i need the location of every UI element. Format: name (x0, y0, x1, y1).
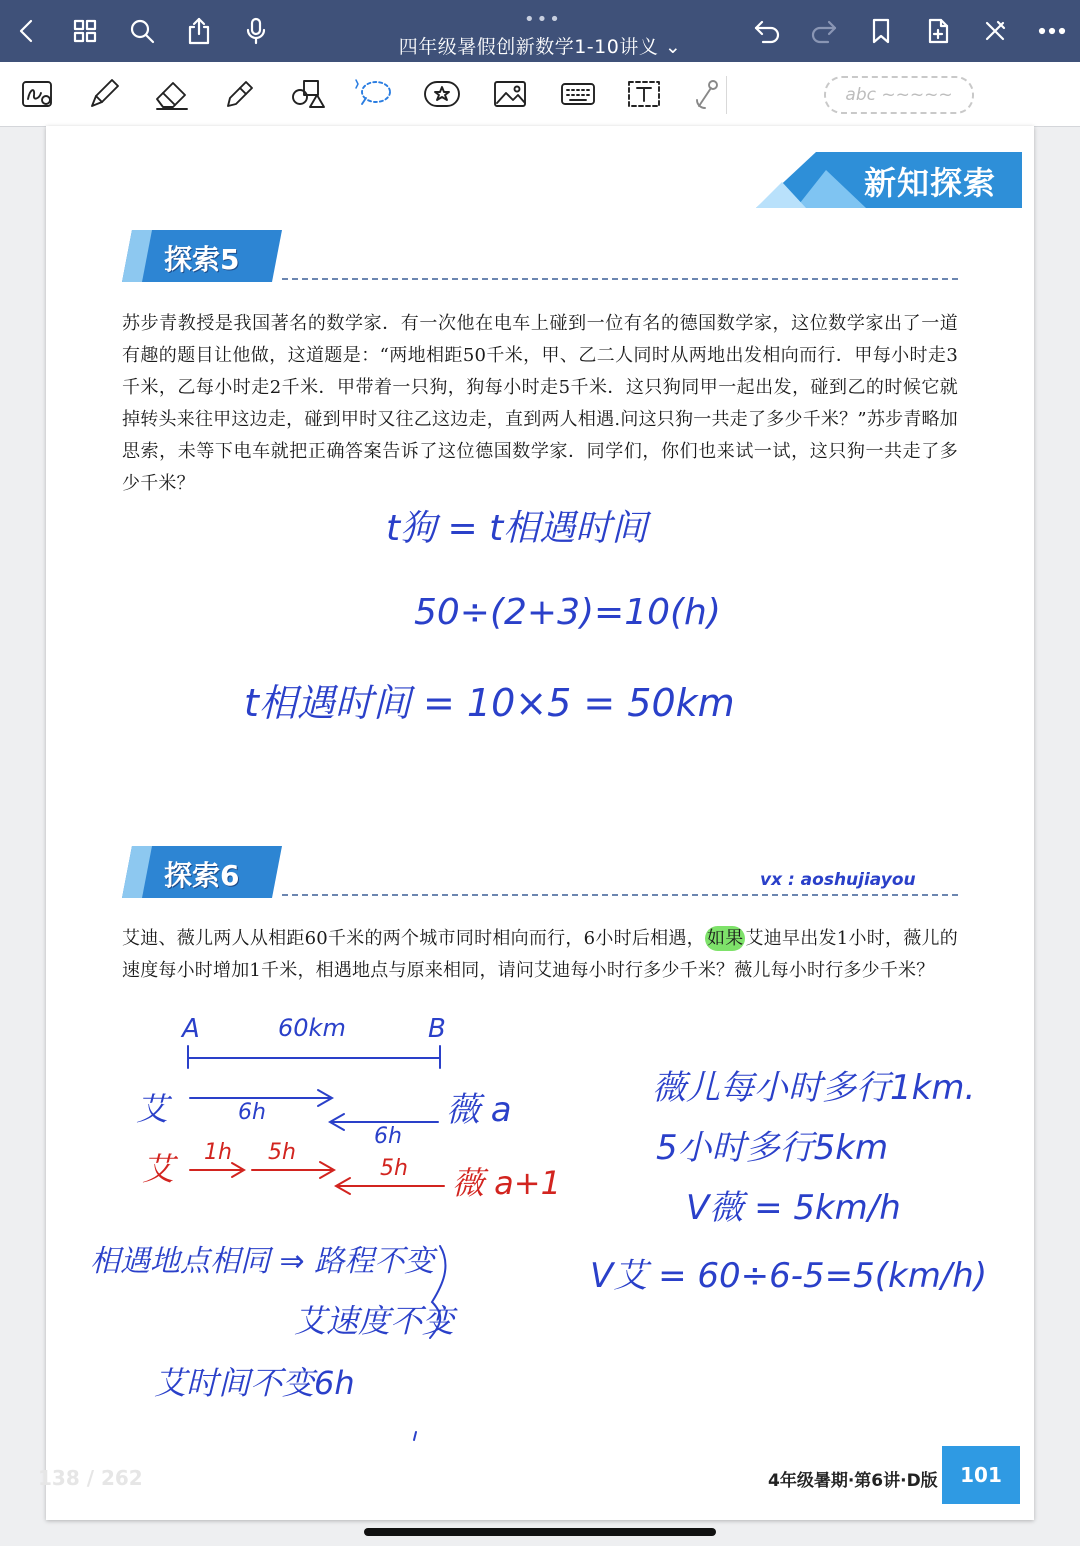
page-counter: 138 / 262 (38, 1466, 143, 1490)
handwriting-recognition-box[interactable]: abc ~~~~~ (824, 76, 974, 114)
section5-text: 苏步青教授是我国著名的数学家．有一次他在电车上碰到一位有名的德国数学家，这位数学家出了一道有趣的题目让他做，这道题是：“两地相距50千米，甲、乙二人同时从两地出发相向而行．甲每小时走3千米，乙每小时走2千米．甲带着一只狗，狗每小时走5千米．这只狗同甲一起出发，碰到乙的时候它就掉转头来往甲这边走，碰到甲时又往乙这边走，直到两人相遇.问这只狗一共走了多少千米？”苏步青略加思索，未等下电车就把正确答案告诉了这位德国数学家．同学们，你们也来试一试，这只狗一共走了多少千米？ (122, 313, 958, 494)
handwriting-line: 50÷(2+3)=10(h) (414, 592, 721, 633)
keyboard-icon[interactable] (558, 74, 598, 114)
top-navigation-bar (0, 0, 1080, 62)
handwritten-diagram-lines (46, 126, 1034, 1520)
diagram-label: 薇 a (446, 1090, 512, 1130)
home-indicator[interactable] (364, 1528, 716, 1536)
handwriting-note: 艾时间不变6h (154, 1364, 355, 1402)
more-icon[interactable] (1035, 14, 1069, 48)
shapes-icon[interactable] (288, 74, 328, 114)
handwriting-note: 相遇地点相同 ⇒ 路程不变 (90, 1244, 435, 1279)
sticker-icon[interactable] (422, 74, 462, 114)
handwriting-line: t相遇时间 = 10×5 = 50km (244, 681, 735, 725)
document-title[interactable]: 四年级暑假创新数学1-10讲义 ⌄ (398, 36, 682, 58)
diagram-label: 1h (204, 1140, 232, 1165)
watermark-handwriting: vx : aoshujiayou (760, 870, 916, 890)
highlighter-icon[interactable] (220, 74, 260, 114)
section6-text: 艾迪、薇儿两人从相距60千米的两个城市同时相向而行，6小时后相遇， 如果 艾迪早出发1小时，薇儿的速度每小时增加1千米，相遇地点与原来相同，请问艾迪每小时行多少千米？薇儿每小时行多少千米？ (122, 928, 958, 981)
diagram-label: 薇 a+1 (452, 1164, 561, 1202)
diagram-label: 5h (380, 1156, 408, 1181)
image-icon[interactable] (490, 74, 530, 114)
banner-title: 新知探索 (864, 164, 997, 202)
drag-handle[interactable]: ••• (524, 9, 562, 30)
redo-icon[interactable] (807, 14, 841, 48)
handwriting-note: V艾 = 60÷6-5=5(km/h) (590, 1256, 988, 1296)
highlighted-text: 如果 (706, 928, 744, 949)
handwriting-line: t狗 = t相遇时间 (386, 508, 648, 549)
diagram-label: A (182, 1014, 200, 1044)
handwriting-note: 5小时多行5km (656, 1128, 889, 1168)
handwriting-note: 艾速度不变 (294, 1302, 455, 1340)
diagram-label: 6h (238, 1100, 266, 1125)
eraser-icon[interactable] (152, 74, 192, 114)
diagram-label: B (428, 1014, 446, 1044)
page-number-badge: 101 (942, 1446, 1020, 1504)
lasso-icon[interactable] (354, 74, 394, 114)
bookmark-icon[interactable] (864, 14, 898, 48)
undo-icon[interactable] (750, 14, 784, 48)
add-page-icon[interactable] (921, 14, 955, 48)
pdf-page[interactable] (46, 126, 1034, 1520)
handwriting-note: V薇 = 5km/h (686, 1188, 901, 1228)
close-pen-icon[interactable] (978, 14, 1012, 48)
pen-icon[interactable] (84, 74, 124, 114)
lasso-note-icon[interactable] (18, 74, 58, 114)
section6-label: 探索6 (164, 859, 240, 892)
diagram-label: 6h (374, 1124, 402, 1149)
page-footer-label: 4年级暑期·第6讲·D版 (768, 1471, 938, 1491)
section5-label: 探索5 (164, 243, 240, 276)
diagram-label: 艾 (136, 1090, 169, 1128)
diagram-label: 60km (278, 1014, 346, 1042)
handwriting-note: 薇儿每小时多行1km. (652, 1068, 976, 1108)
diagram-label: 5h (268, 1140, 296, 1165)
toolbar-divider (726, 76, 727, 114)
diagram-label: 艾 (142, 1150, 175, 1188)
laser-icon[interactable] (686, 74, 726, 114)
text-box-icon[interactable] (624, 74, 664, 114)
